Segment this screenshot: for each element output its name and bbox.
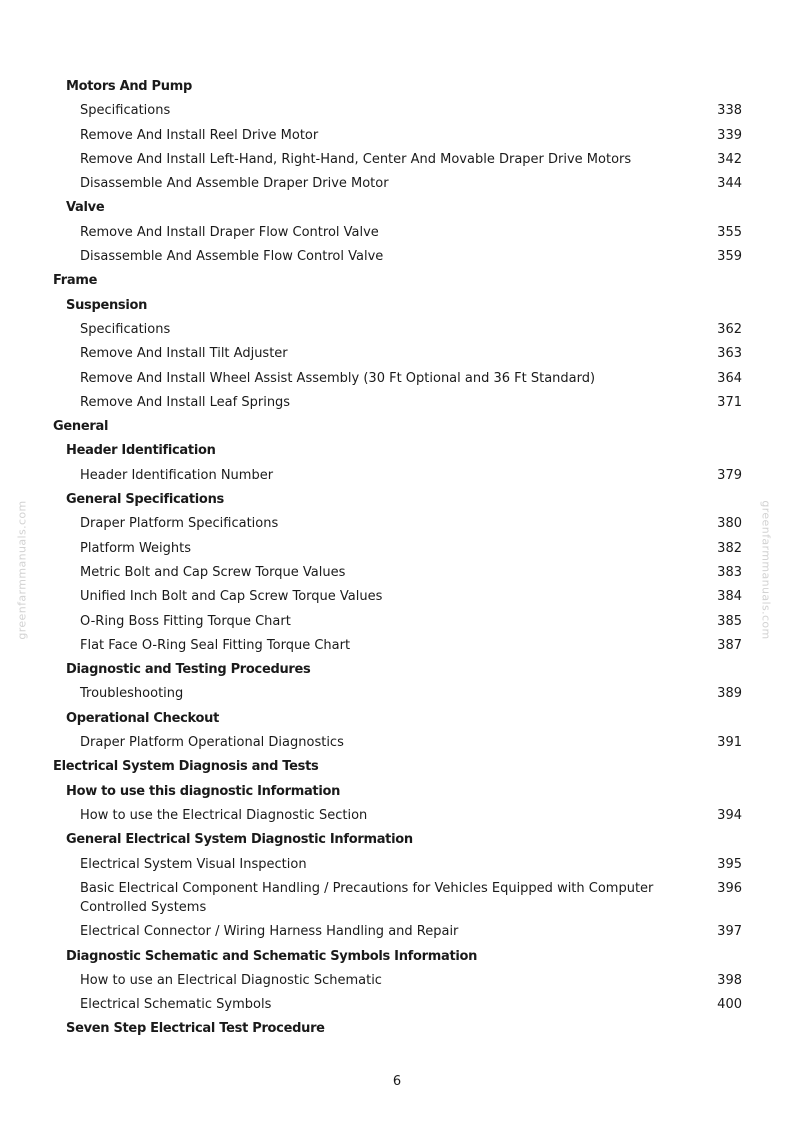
- table-of-contents: [0, 77, 794, 1044]
- toc-entry-page: 338: [717, 103, 742, 119]
- toc-entry-title: Basic Electrical Component Handling / Precautions for Vehicles Equipped with Computer Controlled Systems: [80, 880, 654, 915]
- toc-entry-title: How to use this diagnostic Information: [66, 783, 341, 799]
- toc-entry-page: 385: [717, 613, 742, 629]
- toc-entry[interactable]: [0, 806, 794, 830]
- toc-entry-title: Remove And Install Left-Hand, Right-Hand, Center And Movable Draper Drive Motors: [80, 151, 632, 167]
- toc-entry[interactable]: [0, 150, 794, 174]
- toc-entry-page: 363: [717, 346, 742, 362]
- watermark-right: greenfarmmanuals.com: [759, 500, 773, 640]
- toc-entry[interactable]: [0, 344, 794, 368]
- toc-entry[interactable]: [0, 441, 794, 465]
- toc-entry-title: Flat Face O-Ring Seal Fitting Torque Chart: [80, 637, 351, 653]
- toc-entry[interactable]: [0, 612, 794, 636]
- toc-entry-title: Valve: [66, 200, 105, 216]
- toc-entry[interactable]: [0, 101, 794, 125]
- toc-entry-title: General Specifications: [66, 492, 224, 508]
- toc-entry-title: Electrical System Diagnosis and Tests: [53, 759, 319, 775]
- toc-entry-page: 398: [717, 972, 742, 988]
- toc-entry-page: 394: [717, 807, 742, 823]
- toc-entry[interactable]: [0, 684, 794, 708]
- toc-entry[interactable]: [0, 296, 794, 320]
- toc-entry-title: Specifications: [80, 103, 171, 119]
- toc-entry-page: 400: [717, 997, 742, 1013]
- watermark-left: greenfarmmanuals.com: [15, 500, 29, 640]
- toc-entry-title: General Electrical System Diagnostic Information: [66, 832, 413, 848]
- toc-entry-title: Diagnostic Schematic and Schematic Symbols Information: [66, 948, 478, 964]
- toc-entry[interactable]: [0, 174, 794, 198]
- toc-entry-page: 342: [717, 151, 742, 167]
- toc-entry[interactable]: [0, 636, 794, 660]
- toc-entry[interactable]: [0, 369, 794, 393]
- toc-entry-page: 396: [717, 880, 742, 896]
- toc-entry[interactable]: [0, 77, 794, 101]
- toc-entry-title: Metric Bolt and Cap Screw Torque Values: [80, 564, 346, 580]
- toc-entry-title: Disassemble And Assemble Flow Control Valve: [80, 249, 384, 265]
- toc-entry[interactable]: [0, 1019, 794, 1043]
- toc-entry[interactable]: [0, 660, 794, 684]
- toc-entry-title: Draper Platform Specifications: [80, 516, 279, 532]
- toc-entry-title: Operational Checkout: [66, 710, 219, 726]
- toc-entry[interactable]: [0, 514, 794, 538]
- toc-entry-title: Electrical Schematic Symbols: [80, 997, 272, 1013]
- toc-entry-page: 380: [717, 516, 742, 532]
- toc-entry-title: Seven Step Electrical Test Procedure: [66, 1021, 325, 1037]
- toc-entry-page: 344: [717, 176, 742, 192]
- toc-entry[interactable]: [0, 782, 794, 806]
- toc-entry-page: 383: [717, 564, 742, 580]
- toc-entry-title: Diagnostic and Testing Procedures: [66, 662, 311, 678]
- toc-entry-title: Header Identification: [66, 443, 216, 459]
- toc-entry-title: Remove And Install Wheel Assist Assembly (30 Ft Optional and 36 Ft Standard): [80, 370, 596, 386]
- toc-entry-title: Platform Weights: [80, 540, 192, 556]
- toc-entry[interactable]: [0, 709, 794, 733]
- toc-entry[interactable]: [0, 393, 794, 417]
- toc-entry-title: Header Identification Number: [80, 467, 274, 483]
- toc-entry[interactable]: [0, 126, 794, 150]
- toc-entry-page: 364: [717, 370, 742, 386]
- toc-entry[interactable]: [0, 320, 794, 344]
- toc-entry-page: 362: [717, 321, 742, 337]
- toc-entry-page: 379: [717, 467, 742, 483]
- toc-entry-title: Electrical Connector / Wiring Harness Handling and Repair: [80, 924, 459, 940]
- toc-entry-title: How to use an Electrical Diagnostic Schematic: [80, 972, 382, 988]
- toc-entry-title: Unified Inch Bolt and Cap Screw Torque Values: [80, 589, 383, 605]
- toc-entry-page: 382: [717, 540, 742, 556]
- toc-entry[interactable]: [0, 198, 794, 222]
- toc-entry[interactable]: [0, 879, 794, 923]
- toc-entry[interactable]: [0, 922, 794, 946]
- toc-entry[interactable]: [0, 587, 794, 611]
- toc-entry-page: 397: [717, 924, 742, 940]
- toc-entry-page: 384: [717, 589, 742, 605]
- toc-entry-page: 389: [717, 686, 742, 702]
- toc-entry-title: Motors And Pump: [66, 79, 192, 94]
- toc-entry[interactable]: [0, 490, 794, 514]
- toc-entry-title: Frame: [53, 273, 98, 289]
- page-number: 6: [392, 1074, 402, 1089]
- toc-entry[interactable]: [0, 247, 794, 271]
- toc-entry-title: O-Ring Boss Fitting Torque Chart: [80, 613, 291, 629]
- toc-entry[interactable]: [0, 757, 794, 781]
- toc-entry[interactable]: [0, 971, 794, 995]
- toc-entry-title: Suspension: [66, 297, 148, 313]
- toc-entry-title: Remove And Install Tilt Adjuster: [80, 346, 288, 362]
- toc-entry-page: 339: [717, 127, 742, 143]
- toc-entry[interactable]: [0, 539, 794, 563]
- toc-entry-title: Draper Platform Operational Diagnostics: [80, 735, 344, 751]
- toc-entry[interactable]: [0, 271, 794, 295]
- toc-entry[interactable]: [0, 417, 794, 441]
- toc-entry-page: 355: [717, 224, 742, 240]
- toc-entry-title: Electrical System Visual Inspection: [80, 856, 307, 872]
- toc-entry-title: How to use the Electrical Diagnostic Section: [80, 807, 368, 823]
- toc-entry[interactable]: [0, 223, 794, 247]
- toc-entry-page: 395: [717, 856, 742, 872]
- toc-entry[interactable]: [0, 995, 794, 1019]
- toc-entry[interactable]: [0, 947, 794, 971]
- toc-entry-title: General: [53, 419, 109, 435]
- toc-entry-title: Troubleshooting: [80, 686, 184, 702]
- toc-entry-title: Remove And Install Leaf Springs: [80, 394, 291, 410]
- toc-entry-page: 371: [717, 394, 742, 410]
- toc-entry[interactable]: [0, 830, 794, 854]
- toc-entry-title: Disassemble And Assemble Draper Drive Motor: [80, 176, 389, 192]
- toc-entry-page: 359: [717, 249, 742, 265]
- toc-entry-title: Remove And Install Reel Drive Motor: [80, 127, 319, 143]
- toc-entry[interactable]: [0, 563, 794, 587]
- toc-entry-title: Specifications: [80, 321, 171, 337]
- toc-entry-page: 387: [717, 637, 742, 653]
- toc-entry-title: Remove And Install Draper Flow Control Valve: [80, 224, 379, 240]
- toc-entry[interactable]: [0, 733, 794, 757]
- toc-entry[interactable]: [0, 466, 794, 490]
- toc-entry-page: 391: [717, 735, 742, 751]
- toc-entry[interactable]: [0, 855, 794, 879]
